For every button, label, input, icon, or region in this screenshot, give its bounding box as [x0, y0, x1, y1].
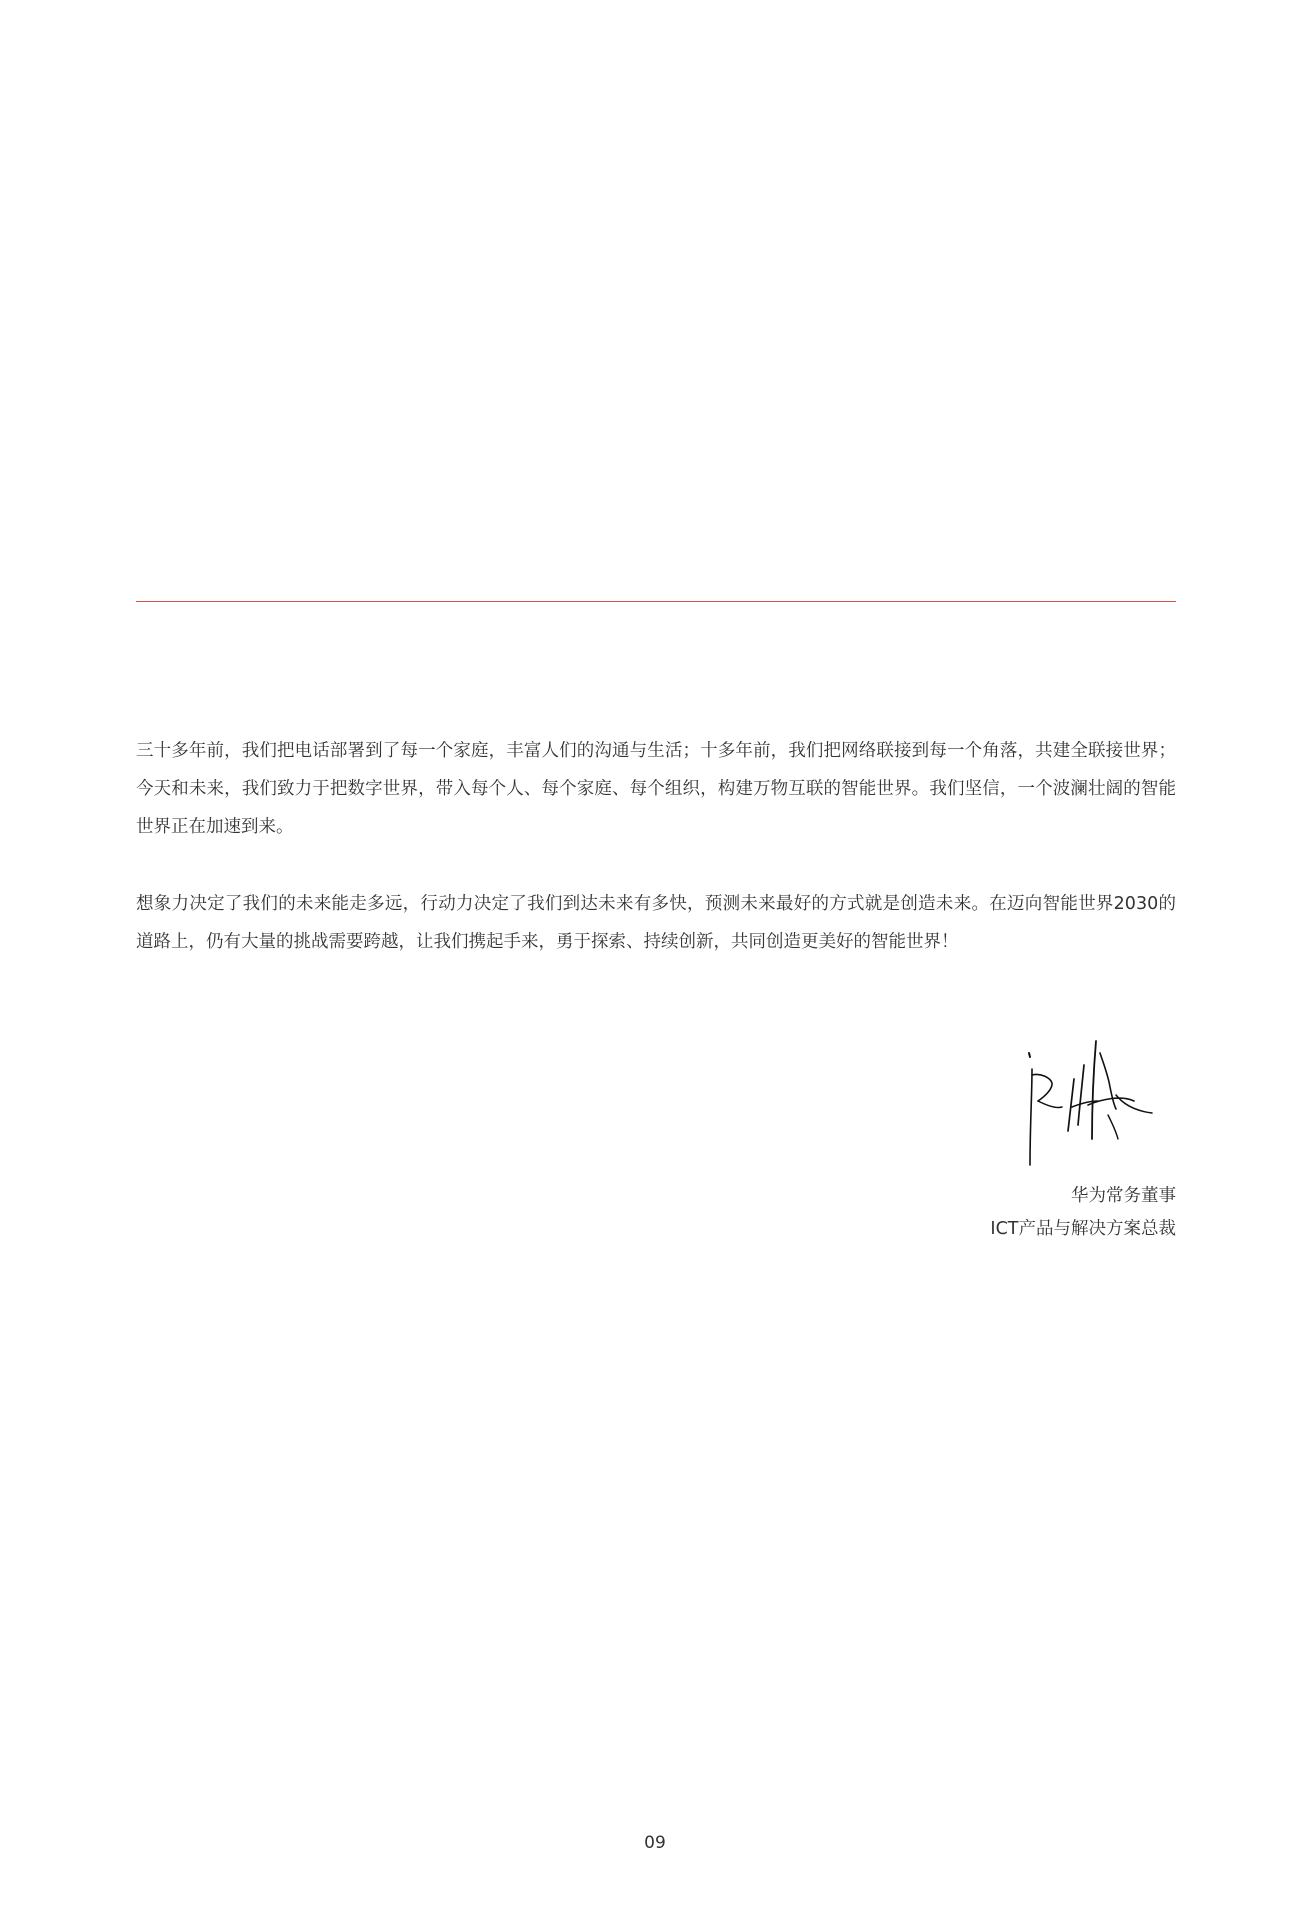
signatory-title-line-1: 华为常务董事: [1071, 1186, 1176, 1206]
letter-paragraph-2: 想象力决定了我们的未来能走多远，行动力决定了我们到达未来有多快，预测未来最好的方式就是创造未来。在迈向智能世界2030的道路上，仍有大量的挑战需要跨越，让我们携起手来，勇于探索、持续创新，共同创造更美好的智能世界！: [136, 894, 1176, 952]
signatory-title-line-2: ICT产品与解决方案总裁: [990, 1219, 1176, 1239]
handwritten-signature: [1012, 1035, 1164, 1170]
letter-paragraph-1: 三十多年前，我们把电话部署到了每一个家庭，丰富人们的沟通与生活；十多年前，我们把网络联接到每一个角落，共建全联接世界；今天和未来，我们致力于把数字世界，带入每个人、每个家庭、每个组织，构建万物互联的智能世界。我们坚信，一个波澜壮阔的智能世界正在加速到来。: [136, 741, 1176, 837]
page-number: 09: [644, 1833, 666, 1853]
red-divider-line: [136, 601, 1176, 602]
